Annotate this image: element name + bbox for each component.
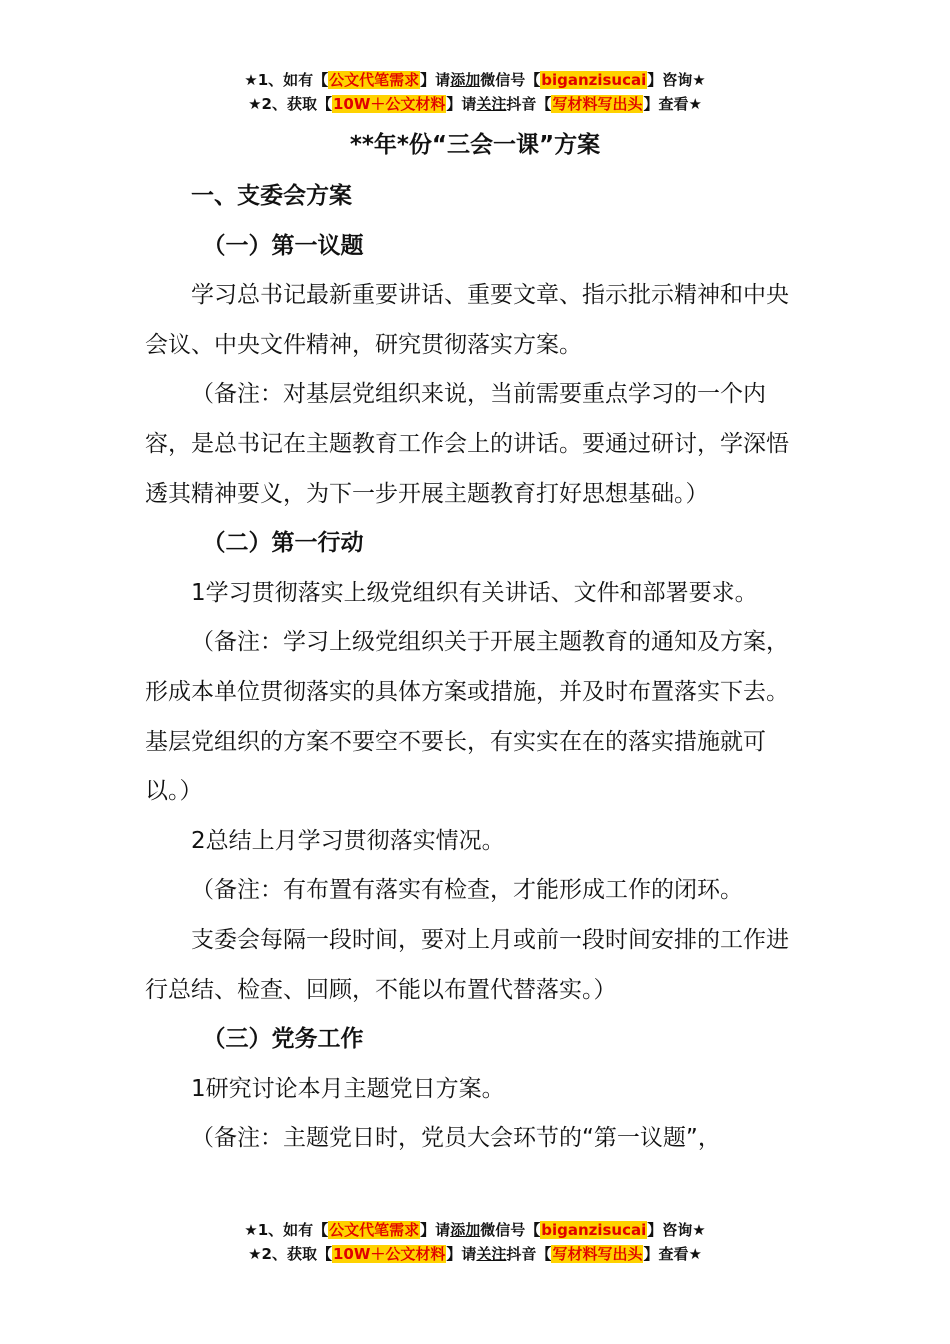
footer-promo	[0, 1218, 950, 1266]
promo-text: ★1、如有【	[244, 1221, 329, 1239]
promo-highlight: 公文代笔需求	[329, 71, 420, 89]
promo-text: 】请	[446, 95, 477, 113]
promo-text: 】咨询★	[647, 1221, 706, 1239]
promo-text: 微信号【	[480, 1221, 541, 1239]
promo-text: 】查看★	[643, 1245, 702, 1263]
promo-underline: 添加	[450, 71, 481, 89]
promo-text: 】咨询★	[647, 71, 706, 89]
promo-highlight: 写材料写出头	[552, 95, 643, 113]
promo-text: 】请	[420, 71, 451, 89]
promo-text: 】查看★	[643, 95, 702, 113]
note-paragraph: （备注：主题党日时，党员大会环节的“第一议题”，	[191, 1125, 721, 1152]
promo-highlight: 公文代笔需求	[329, 1221, 420, 1239]
promo-underline: 添加	[450, 1221, 481, 1239]
paragraph: 1学习贯彻落实上级党组织有关讲话、文件和部署要求。	[191, 579, 758, 606]
header-promo	[0, 68, 950, 116]
promo-text: 】请	[446, 1245, 477, 1263]
subsection-heading: （一）第一议题	[202, 232, 364, 259]
page-title: **年*份“三会一课”方案	[349, 132, 601, 158]
note-paragraph: （备注：对基层党组织来说，当前需要重点学习的一个内容，是总书记在主题教育工作会上的讲话。要通过研讨，学深悟透其精神要义，为下一步开展主题教育打好思想基础。）	[145, 381, 789, 507]
section-heading: 一、支委会方案	[191, 183, 352, 209]
promo-highlight: 10W＋公文材料	[332, 1245, 446, 1263]
promo-underline: 关注	[476, 1245, 507, 1263]
subsection-heading: （二）第一行动	[202, 530, 364, 557]
promo-line-2	[0, 92, 950, 116]
promo-text: ★1、如有【	[244, 71, 329, 89]
promo-highlight: 写材料写出头	[552, 1245, 643, 1263]
promo-highlight: biganzisucai	[541, 1221, 647, 1239]
note-paragraph: （备注：有布置有落实有检查，才能形成工作的闭环。	[191, 877, 743, 904]
promo-text: 抖音【	[506, 95, 552, 113]
paragraph: 支委会每隔一段时间，要对上月或前一段时间安排的工作进行总结、检查、回顾，不能以布置代替落实。）	[145, 926, 789, 1003]
document-body	[145, 172, 810, 1164]
promo-line-1	[0, 1218, 950, 1242]
promo-text: ★2、获取【	[248, 95, 332, 113]
promo-text: 】请	[420, 1221, 451, 1239]
subsection-heading: （三）党务工作	[202, 1026, 364, 1053]
paragraph: 1研究讨论本月主题党日方案。	[191, 1075, 505, 1102]
promo-text: 微信号【	[480, 71, 541, 89]
promo-highlight: 10W＋公文材料	[332, 95, 446, 113]
paragraph: 2总结上月学习贯彻落实情况。	[191, 827, 505, 854]
promo-line-1	[0, 68, 950, 92]
note-paragraph: （备注：学习上级党组织关于开展主题教育的通知及方案，形成本单位贯彻落实的具体方案或措施，并及时布置落实下去。基层党组织的方案不要空不要长，有实实在在的落实措施就可以。）	[145, 629, 789, 805]
promo-text: ★2、获取【	[248, 1245, 332, 1263]
promo-line-2	[0, 1242, 950, 1266]
promo-highlight: biganzisucai	[541, 71, 647, 89]
promo-underline: 关注	[476, 95, 507, 113]
promo-text: 抖音【	[506, 1245, 552, 1263]
paragraph: 学习总书记最新重要讲话、重要文章、指示批示精神和中央会议、中央文件精神，研究贯彻落实方案。	[145, 282, 789, 358]
